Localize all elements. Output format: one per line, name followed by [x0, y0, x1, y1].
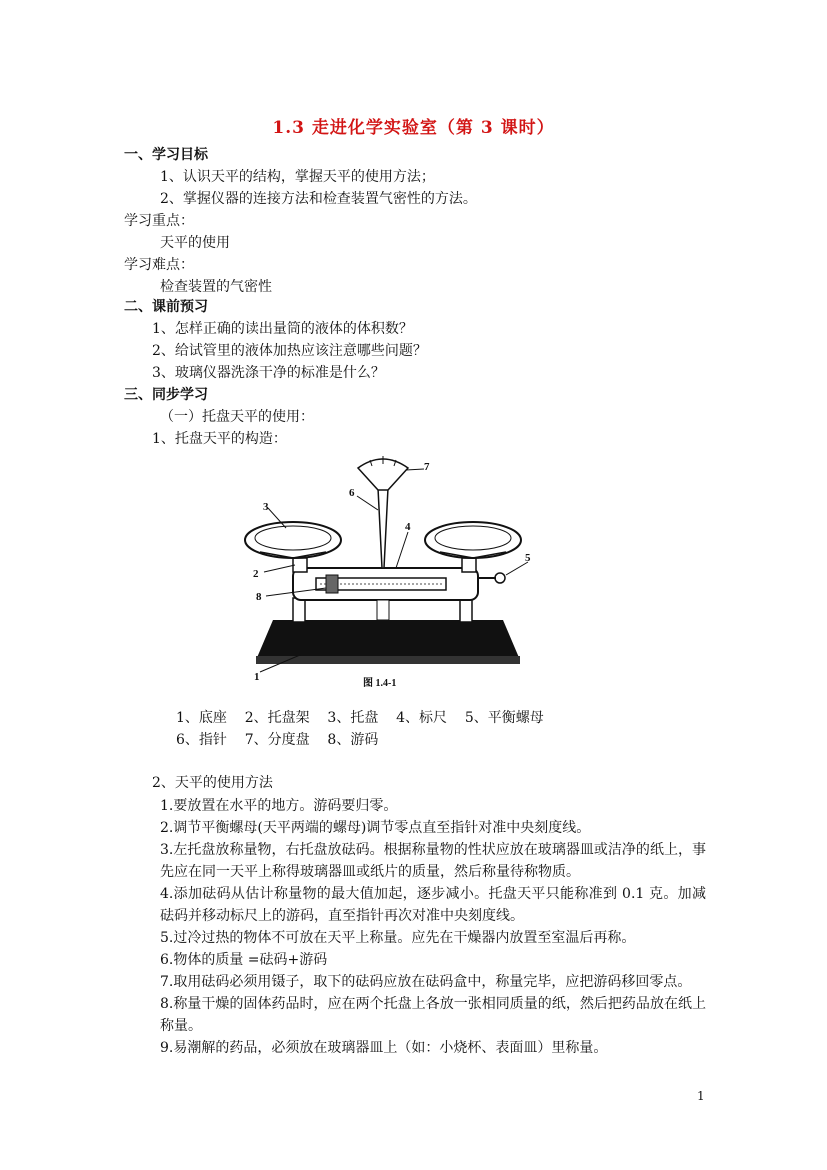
figure-label: 8 [256, 591, 262, 603]
usage-step [124, 927, 706, 949]
usage-step [124, 817, 706, 839]
usage-step-text: 7.取用砝码必须用镊子，取下的砝码应放在砝码盒中，称量完毕，应把游码移回零点。 [160, 974, 692, 990]
usage-heading: 2、天平的使用方法 [152, 775, 273, 791]
preview-question: 1、怎样正确的读出量筒的液体的体积数？ [152, 321, 413, 337]
left-pan [245, 522, 341, 558]
structure-heading: 1、托盘天平的构造： [152, 431, 287, 447]
balance-base [256, 620, 520, 660]
page-number: 1 [697, 1089, 705, 1103]
figure-label: 7 [424, 461, 430, 473]
section-heading-preview: 二、课前预习 [124, 299, 208, 315]
balance-nut [495, 573, 505, 583]
subsection-title: （一）托盘天平的使用： [160, 409, 314, 425]
usage-step [124, 949, 706, 971]
section-heading-study: 三、同步学习 [124, 387, 208, 403]
difficulty-text: 检查装置的气密性 [160, 279, 272, 295]
figure-label: 3 [263, 501, 269, 513]
usage-step-text: 2.调节平衡螺母(天平两端的螺母)调节零点直至指针对准中央刻度线。 [160, 820, 591, 836]
goal-item: 2、掌握仪器的连接方法和检查装置气密性的方法。 [160, 191, 477, 207]
page-title: 1.3 走进化学实验室（第 3 课时） [272, 118, 555, 138]
figure-caption: 图 1.4-1 [363, 678, 397, 689]
key-point-label: 学习重点： [124, 213, 194, 229]
preview-question: 2、给试管里的液体加热应该注意哪些问题？ [152, 343, 427, 359]
right-pan [425, 522, 521, 558]
figure-label: 5 [525, 552, 531, 564]
usage-step [124, 839, 706, 883]
usage-step-text: 1.要放置在水平的地方。游码要归零。 [160, 798, 398, 814]
balance-diagram [238, 450, 568, 695]
usage-step-text: 8.称量干燥的固体药品时，应在两个托盘上各放一张相同质量的纸，然后把药品放在纸上称量。 [160, 996, 706, 1034]
section-heading-goals: 一、学习目标 [124, 147, 208, 163]
usage-step [124, 795, 706, 817]
rider-weight [326, 575, 338, 593]
figure-label: 1 [254, 671, 260, 683]
usage-step [124, 883, 706, 927]
difficulty-label: 学习难点： [124, 257, 194, 273]
figure-label: 2 [253, 568, 259, 580]
figure-legend-row: 1、底座 2、托盘架 3、托盘 4、标尺 5、平衡螺母 [176, 710, 544, 726]
preview-question: 3、玻璃仪器洗涤干净的标准是什么？ [152, 365, 385, 381]
figure-label: 6 [349, 487, 355, 499]
figure-legend-row: 6、指针 7、分度盘 8、游码 [176, 732, 379, 748]
usage-step-text: 9.易潮解的药品，必须放在玻璃器皿上（如：小烧杯、表面皿）里称量。 [160, 1040, 608, 1056]
usage-step-text: 6.物体的质量 =砝码+游码 [160, 952, 328, 968]
usage-step [124, 993, 706, 1037]
usage-step-text: 3.左托盘放称量物，右托盘放砝码。根据称量物的性状应放在玻璃器皿或洁净的纸上，事先应在同一天平上称得玻璃器皿或纸片的质量，然后称量待称物质。 [160, 842, 706, 880]
usage-step [124, 971, 706, 993]
pointer-needle [378, 488, 388, 568]
usage-step [124, 1037, 706, 1059]
figure-label: 4 [405, 521, 411, 533]
key-point-text: 天平的使用 [160, 235, 230, 251]
usage-step-text: 4.添加砝码从估计称量物的最大值加起，逐步减小。托盘天平只能称准到 0.1 克。加减砝码并移动标尺上的游码，直至指针再次对准中央刻度线。 [160, 886, 706, 924]
usage-step-text: 5.过冷过热的物体不可放在天平上称量。应先在干燥器内放置至室温后再称。 [160, 930, 636, 946]
goal-item: 1、认识天平的结构，掌握天平的使用方法； [160, 169, 435, 185]
